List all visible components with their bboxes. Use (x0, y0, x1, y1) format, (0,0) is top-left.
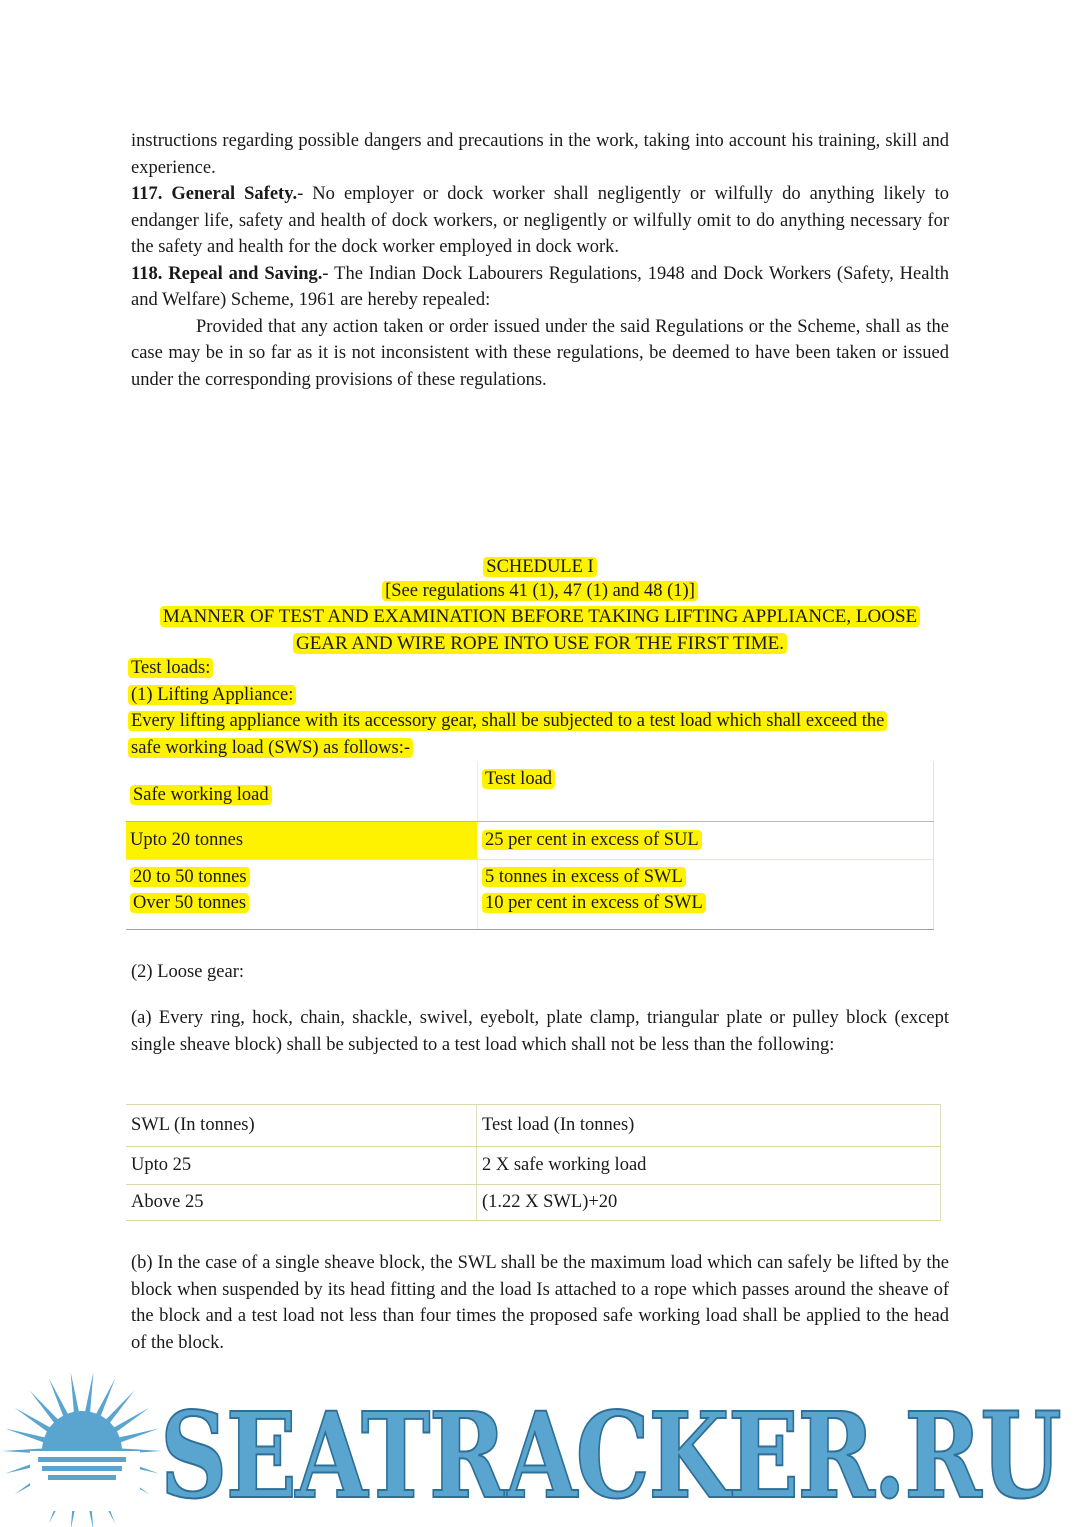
table2-cell: Upto 25 (126, 1147, 477, 1185)
loose-gear-table (126, 1104, 941, 1221)
sun-ray (71, 1372, 80, 1414)
table2-cell: (1.22 X SWL)+20 (477, 1185, 941, 1221)
table2-header-swl: SWL (In tonnes) (126, 1105, 477, 1147)
section-118 (131, 261, 949, 314)
table1-cell: Upto 20 tonnes (130, 829, 244, 850)
loose-gear-heading: (2) Loose gear: (131, 962, 245, 982)
table1-cell: 5 tonnes in excess of SWL (482, 867, 686, 887)
sun-ray (5, 1428, 46, 1442)
schedule-header (131, 555, 949, 657)
table-row (126, 1185, 941, 1221)
table-header-row (126, 1105, 941, 1147)
table1-cell: 10 per cent in excess of SWL (482, 893, 706, 913)
table1-header-test-load: Test load (482, 769, 555, 789)
section-117 (131, 181, 949, 261)
lifting-appliance-text-2: safe working load (SWS) as follows:- (128, 738, 413, 758)
section-117-text: - No employer or dock worker shall negligently or wilfully do anything likely to endanger life, safety and health of dock workers, or negligently or wilfully omit to do anything necessary for the safety and health for the dock worker employed in dock work. (131, 184, 949, 257)
table1-cell: 25 per cent in excess of SUL (482, 830, 702, 850)
sun-ray (95, 1378, 115, 1417)
table-row (126, 821, 934, 859)
schedule-heading-line-2: GEAR AND WIRE ROPE INTO USE FOR THE FIRST TIME. (293, 633, 787, 654)
section-118-proviso: Provided that any action taken or order issued under the said Regulations or the Scheme, shall as the case may be in so far as it is not inconsistent with these regulations, be deemed to have been taken or issued under the corresponding provisions of these regulations. (131, 316, 949, 390)
intro-paragraph: instructions regarding possible dangers and precautions in the work, taking into account his training, skill and experience. (131, 131, 949, 178)
schedule-heading-line-1: MANNER OF TEST AND EXAMINATION BEFORE TAKING LIFTING APPLIANCE, LOOSE (160, 606, 920, 627)
table-row (126, 859, 934, 929)
section-118-text: - The Indian Dock Labourers Regulations, 1948 and Dock Workers (Safety, Health and Welfare) Scheme, 1961 are hereby repealed: (131, 263, 949, 310)
table1-cell: Over 50 tonnes (130, 893, 249, 913)
watermark (0, 1365, 1080, 1527)
sun-ray (85, 1372, 94, 1414)
lifting-appliance-label: (1) Lifting Appliance: (128, 685, 296, 705)
table2-cell: 2 X safe working load (477, 1147, 941, 1185)
table2-cell: Above 25 (126, 1185, 477, 1221)
schedule-title: SCHEDULE I (483, 557, 596, 577)
lifting-appliance-text-1: Every lifting appliance with its accessory gear, shall be subjected to a test load which shall exceed the (128, 711, 887, 731)
section-118-heading: 118. Repeal and Saving. (131, 263, 323, 284)
sun-ray (49, 1378, 69, 1417)
test-loads-section (128, 655, 958, 761)
loose-gear-para-a: (a) Every ring, hock, chain, shackle, swivel, eyebolt, plate clamp, triangular plate or pulley block (except single sheave block) shall be subjected to a test load which shall not be less than the following: (131, 1008, 949, 1055)
table-row (126, 1147, 941, 1185)
table-header-row (126, 761, 934, 821)
table2-header-test-load: Test load (In tonnes) (477, 1105, 941, 1147)
sun-icon (2, 1372, 162, 1527)
table1-cell: 20 to 50 tonnes (130, 867, 250, 887)
test-loads-label: Test loads: (128, 658, 213, 678)
table1-header-swl: Safe working load (130, 785, 272, 805)
sun-ray (118, 1428, 159, 1442)
document-body (131, 128, 949, 393)
section-117-heading: 117. General Safety. (131, 184, 298, 204)
lifting-appliance-table (126, 761, 934, 930)
watermark-text: SEATRACKER.RU (160, 1386, 1061, 1525)
schedule-reference: [See regulations 41 (1), 47 (1) and 48 (1)] (382, 581, 698, 601)
para-b: (b) In the case of a single sheave block, the SWL shall be the maximum load which can safely be lifted by the block when suspended by its head fitting and the load Is attached to a rope which passes around the sheave of the block and a test load not less than four times the proposed safe working load shall be applied to the head of the block. (131, 1253, 949, 1353)
